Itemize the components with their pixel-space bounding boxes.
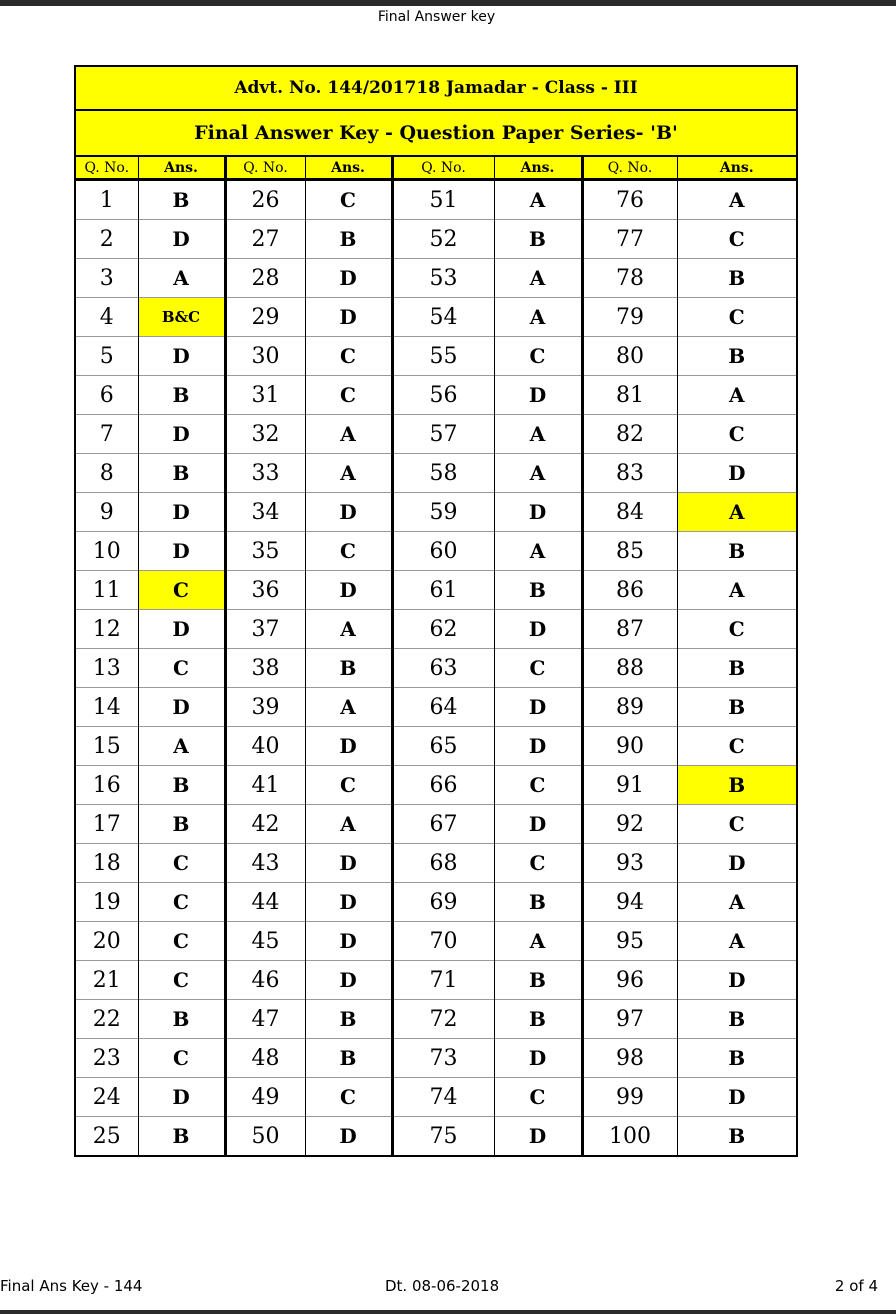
question-number-cell: 22 [76, 1000, 138, 1039]
question-number-cell: 63 [392, 649, 494, 688]
answer-cell: B [677, 649, 796, 688]
question-number-cell: 90 [582, 727, 677, 766]
answer-cell: B [494, 961, 582, 1000]
question-number-cell: 52 [392, 220, 494, 259]
question-number-cell: 81 [582, 376, 677, 415]
question-number-cell: 95 [582, 922, 677, 961]
footer-page-number: 2 of 4 [834, 1277, 878, 1295]
answer-cell: D [494, 727, 582, 766]
question-number-cell: 66 [392, 766, 494, 805]
question-number-cell: 76 [582, 180, 677, 220]
answer-cell: A [677, 376, 796, 415]
question-number-cell: 88 [582, 649, 677, 688]
question-number-cell: 49 [225, 1078, 305, 1117]
answer-cell: B [305, 649, 392, 688]
answer-cell: D [138, 688, 225, 727]
answer-cell: D [138, 337, 225, 376]
question-number-cell: 72 [392, 1000, 494, 1039]
table-row [76, 337, 796, 376]
question-number-cell: 86 [582, 571, 677, 610]
question-number-cell: 23 [76, 1039, 138, 1078]
answer-cell: B [677, 259, 796, 298]
answer-cell: D [305, 922, 392, 961]
question-number-cell: 75 [392, 1117, 494, 1156]
answer-cell: C [305, 337, 392, 376]
answer-cell: C [138, 883, 225, 922]
answer-rows [76, 180, 796, 1156]
table-row [76, 298, 796, 337]
answer-cell: D [138, 532, 225, 571]
answer-cell: A [494, 454, 582, 493]
question-number-cell: 78 [582, 259, 677, 298]
question-number-cell: 97 [582, 1000, 677, 1039]
footer-doc-label: Final Ans Key - 144 [0, 1277, 143, 1295]
answer-cell: D [677, 961, 796, 1000]
answer-cell: B [677, 337, 796, 376]
question-number-cell: 14 [76, 688, 138, 727]
question-number-cell: 41 [225, 766, 305, 805]
answer-cell: B [138, 766, 225, 805]
question-number-cell: 5 [76, 337, 138, 376]
question-number-cell: 85 [582, 532, 677, 571]
answer-cell: C [677, 805, 796, 844]
question-number-cell: 9 [76, 493, 138, 532]
question-number-cell: 96 [582, 961, 677, 1000]
answer-cell: D [494, 1039, 582, 1078]
question-number-cell: 80 [582, 337, 677, 376]
qno-header: Q. No. [225, 157, 305, 180]
question-number-cell: 48 [225, 1039, 305, 1078]
ans-header: Ans. [138, 157, 225, 180]
question-number-cell: 50 [225, 1117, 305, 1156]
question-number-cell: 10 [76, 532, 138, 571]
question-number-cell: 27 [225, 220, 305, 259]
table-row [76, 883, 796, 922]
answer-cell: C [494, 844, 582, 883]
answer-cell: C [494, 766, 582, 805]
question-number-cell: 51 [392, 180, 494, 220]
answer-cell: B [138, 1000, 225, 1039]
answer-cell: B [138, 805, 225, 844]
answer-cell: D [305, 298, 392, 337]
answer-cell: B [305, 1039, 392, 1078]
answer-cell: B [494, 220, 582, 259]
answer-cell: C [305, 180, 392, 220]
table-row [76, 493, 796, 532]
answer-cell: B [494, 883, 582, 922]
question-number-cell: 99 [582, 1078, 677, 1117]
answer-cell: A [494, 532, 582, 571]
qno-header: Q. No. [582, 157, 677, 180]
question-number-cell: 3 [76, 259, 138, 298]
answer-cell: B [677, 1039, 796, 1078]
table-row [76, 376, 796, 415]
answer-cell: D [138, 1078, 225, 1117]
answer-cell: D [138, 415, 225, 454]
question-number-cell: 44 [225, 883, 305, 922]
question-number-cell: 2 [76, 220, 138, 259]
answer-cell: D [305, 727, 392, 766]
question-number-cell: 89 [582, 688, 677, 727]
header-row [76, 157, 796, 180]
question-number-cell: 24 [76, 1078, 138, 1117]
question-number-cell: 36 [225, 571, 305, 610]
answer-cell: C [305, 1078, 392, 1117]
question-number-cell: 100 [582, 1117, 677, 1156]
answer-cell: B [138, 1117, 225, 1156]
question-number-cell: 30 [225, 337, 305, 376]
answer-cell: A [305, 610, 392, 649]
question-number-cell: 15 [76, 727, 138, 766]
table-row [76, 1078, 796, 1117]
top-border [0, 0, 896, 6]
page-header: Final Answer key [377, 9, 496, 25]
table-row [76, 180, 796, 220]
answer-cell: D [305, 1117, 392, 1156]
question-number-cell: 20 [76, 922, 138, 961]
answer-cell: C [138, 1039, 225, 1078]
table-row [76, 1000, 796, 1039]
question-number-cell: 62 [392, 610, 494, 649]
table-row [76, 922, 796, 961]
question-number-cell: 34 [225, 493, 305, 532]
question-number-cell: 8 [76, 454, 138, 493]
ans-header: Ans. [305, 157, 392, 180]
question-number-cell: 82 [582, 415, 677, 454]
question-number-cell: 68 [392, 844, 494, 883]
qno-header: Q. No. [76, 157, 138, 180]
question-number-cell: 18 [76, 844, 138, 883]
qno-header: Q. No. [392, 157, 494, 180]
answer-cell: C [677, 610, 796, 649]
table-row [76, 805, 796, 844]
question-number-cell: 32 [225, 415, 305, 454]
answer-cell: A [494, 180, 582, 220]
table-row [76, 532, 796, 571]
advertisement-title: Advt. No. 144/201718 Jamadar - Class - III [76, 67, 796, 111]
question-number-cell: 53 [392, 259, 494, 298]
question-number-cell: 77 [582, 220, 677, 259]
question-number-cell: 47 [225, 1000, 305, 1039]
answer-cell: C [494, 1078, 582, 1117]
answer-cell: A [305, 454, 392, 493]
answer-cell: A [305, 415, 392, 454]
answer-cell: D [494, 376, 582, 415]
answer-cell: D [494, 688, 582, 727]
question-number-cell: 61 [392, 571, 494, 610]
answer-cell: C [494, 649, 582, 688]
question-number-cell: 28 [225, 259, 305, 298]
question-number-cell: 17 [76, 805, 138, 844]
answer-cell: C [305, 376, 392, 415]
question-number-cell: 33 [225, 454, 305, 493]
question-number-cell: 35 [225, 532, 305, 571]
question-number-cell: 93 [582, 844, 677, 883]
answer-cell: B [494, 1000, 582, 1039]
answer-cell: C [138, 844, 225, 883]
answer-cell: C [138, 649, 225, 688]
question-number-cell: 16 [76, 766, 138, 805]
answer-cell: B [677, 688, 796, 727]
answer-cell-highlighted: B&C [138, 298, 225, 337]
answer-cell: A [138, 727, 225, 766]
table-row [76, 259, 796, 298]
answer-cell: B [138, 376, 225, 415]
question-number-cell: 19 [76, 883, 138, 922]
question-number-cell: 55 [392, 337, 494, 376]
answer-cell: D [305, 844, 392, 883]
answer-cell: C [138, 961, 225, 1000]
answer-cell: D [494, 493, 582, 532]
question-number-cell: 46 [225, 961, 305, 1000]
answer-cell: D [677, 454, 796, 493]
answer-cell: B [305, 1000, 392, 1039]
question-number-cell: 7 [76, 415, 138, 454]
question-number-cell: 70 [392, 922, 494, 961]
question-number-cell: 64 [392, 688, 494, 727]
answer-cell: D [138, 220, 225, 259]
answer-cell: A [677, 883, 796, 922]
answer-cell: B [494, 571, 582, 610]
table-row [76, 220, 796, 259]
answer-cell: A [494, 298, 582, 337]
question-number-cell: 59 [392, 493, 494, 532]
question-number-cell: 58 [392, 454, 494, 493]
table-row [76, 1039, 796, 1078]
answer-cell: C [677, 220, 796, 259]
question-number-cell: 43 [225, 844, 305, 883]
table-row [76, 415, 796, 454]
question-number-cell: 67 [392, 805, 494, 844]
question-number-cell: 1 [76, 180, 138, 220]
answer-cell: B [677, 1000, 796, 1039]
question-number-cell: 71 [392, 961, 494, 1000]
question-number-cell: 31 [225, 376, 305, 415]
answer-cell-highlighted: B [677, 766, 796, 805]
question-number-cell: 12 [76, 610, 138, 649]
question-number-cell: 6 [76, 376, 138, 415]
answer-cell: B [677, 532, 796, 571]
answer-cell: D [494, 610, 582, 649]
ans-header: Ans. [677, 157, 796, 180]
question-number-cell: 79 [582, 298, 677, 337]
answer-cell: C [138, 922, 225, 961]
answer-cell: A [677, 571, 796, 610]
answer-cell: C [677, 727, 796, 766]
answer-cell: A [494, 259, 582, 298]
question-number-cell: 54 [392, 298, 494, 337]
answer-cell: D [305, 961, 392, 1000]
question-number-cell: 26 [225, 180, 305, 220]
question-number-cell: 13 [76, 649, 138, 688]
question-number-cell: 83 [582, 454, 677, 493]
answer-cell: D [494, 1117, 582, 1156]
question-number-cell: 45 [225, 922, 305, 961]
table-row [76, 1117, 796, 1156]
answer-cell: D [305, 493, 392, 532]
question-number-cell: 92 [582, 805, 677, 844]
question-number-cell: 39 [225, 688, 305, 727]
answer-cell: C [305, 532, 392, 571]
answer-key-sheet [74, 65, 798, 1157]
question-number-cell: 4 [76, 298, 138, 337]
question-number-cell: 56 [392, 376, 494, 415]
answer-cell: D [677, 844, 796, 883]
ans-header: Ans. [494, 157, 582, 180]
question-number-cell: 65 [392, 727, 494, 766]
answer-cell: D [138, 610, 225, 649]
answer-cell: D [138, 493, 225, 532]
answer-cell: A [138, 259, 225, 298]
answer-cell: D [494, 805, 582, 844]
question-number-cell: 98 [582, 1039, 677, 1078]
answer-cell-highlighted: C [138, 571, 225, 610]
table-row [76, 961, 796, 1000]
answer-key-table [76, 157, 796, 1155]
answer-cell: C [677, 298, 796, 337]
answer-cell: A [305, 688, 392, 727]
question-number-cell: 37 [225, 610, 305, 649]
answer-cell: A [305, 805, 392, 844]
answer-cell: A [494, 922, 582, 961]
table-row [76, 727, 796, 766]
answer-cell: C [305, 766, 392, 805]
answer-cell: D [305, 571, 392, 610]
table-row [76, 610, 796, 649]
question-number-cell: 38 [225, 649, 305, 688]
question-number-cell: 84 [582, 493, 677, 532]
answer-cell: C [677, 415, 796, 454]
question-number-cell: 94 [582, 883, 677, 922]
question-number-cell: 69 [392, 883, 494, 922]
question-number-cell: 87 [582, 610, 677, 649]
table-row [76, 844, 796, 883]
table-row [76, 766, 796, 805]
answer-key-title: Final Answer Key - Question Paper Series- 'B' [76, 111, 796, 157]
question-number-cell: 57 [392, 415, 494, 454]
answer-cell: D [677, 1078, 796, 1117]
question-number-cell: 25 [76, 1117, 138, 1156]
question-number-cell: 29 [225, 298, 305, 337]
question-number-cell: 73 [392, 1039, 494, 1078]
question-number-cell: 11 [76, 571, 138, 610]
table-row [76, 649, 796, 688]
question-number-cell: 42 [225, 805, 305, 844]
answer-cell: D [305, 883, 392, 922]
answer-cell: D [305, 259, 392, 298]
table-row [76, 571, 796, 610]
footer-date: Dt. 08-06-2018 [385, 1277, 500, 1295]
answer-cell-highlighted: A [677, 493, 796, 532]
question-number-cell: 74 [392, 1078, 494, 1117]
bottom-border [0, 1310, 896, 1314]
question-number-cell: 91 [582, 766, 677, 805]
table-row [76, 454, 796, 493]
question-number-cell: 60 [392, 532, 494, 571]
answer-cell: A [728, 188, 745, 212]
answer-cell: A [677, 922, 796, 961]
answer-cell: A [494, 415, 582, 454]
question-number-cell: 21 [76, 961, 138, 1000]
table-row [76, 688, 796, 727]
answer-cell: B [305, 220, 392, 259]
answer-cell: C [494, 337, 582, 376]
answer-cell: B [138, 180, 225, 220]
question-number-cell: 40 [225, 727, 305, 766]
answer-cell: B [138, 454, 225, 493]
answer-cell: B [677, 1117, 796, 1156]
